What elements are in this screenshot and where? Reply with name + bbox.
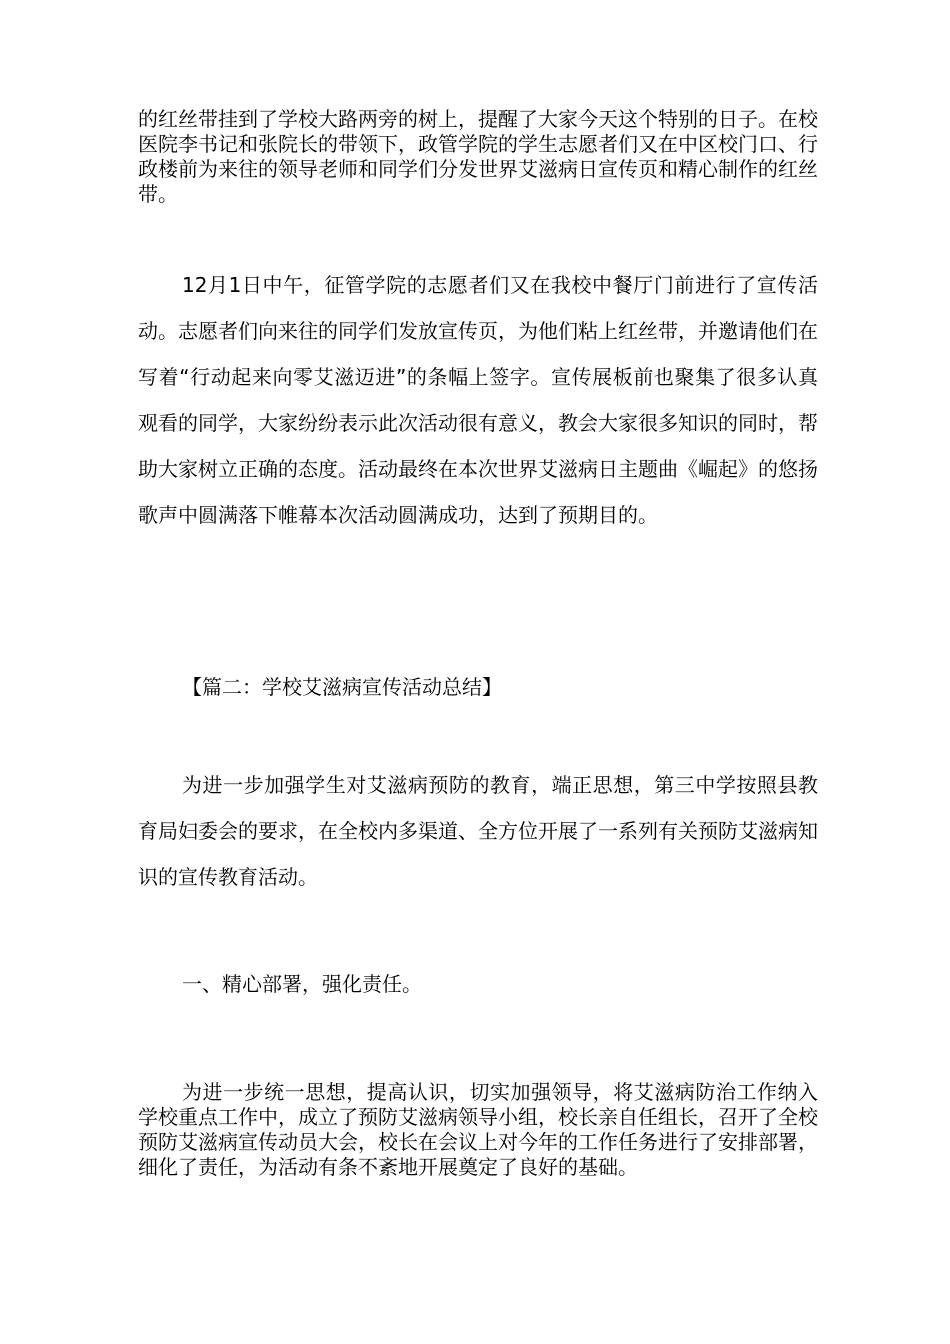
paragraph-school-education-intro: 为进一步加强学生对艾滋病预防的教育，端正思想，第三中学按照县教育局妇委会的要求，在全校内多渠道、全方位开展了一系列有关预防艾滋病知识的宣传教育活动。 [138,773,818,889]
section-heading-deployment: 一、精心部署，强化责任。 [182,972,422,996]
paragraph-red-ribbon-distribution: 的红丝带挂到了学校大路两旁的树上，提醒了大家今天这个特别的日子。在校医院李书记和张院长的带领下，政管学院的学生志愿者们又在中区校门口、行政楼前为来往的领导老师和同学们分发世界艾滋病日宣传页和精心制作的红丝带。 [138,107,818,206]
section-title-part-two: 【篇二：学校艾滋病宣传活动总结】 [182,675,502,699]
paragraph-december-first-activity: 12月1日中午，征管学院的志愿者们又在我校中餐厅门前进行了宣传活动。志愿者们向来往的同学们发放宣传页，为他们粘上红丝带，并邀请他们在写着“行动起来向零艾滋迈进”的条幅上签字。宣传展板前也聚集了很多认真观看的同学，大家纷纷表示此次活动很有意义，教会大家很多知识的同时，帮助大家树立正确的态度。活动最终在本次世界艾滋病日主题曲《崛起》的悠扬歌声中圆满落下帷幕本次活动圆满成功，达到了预期目的。 [138,273,818,527]
paragraph-leadership-group: 为进一步统一思想，提高认识，切实加强领导，将艾滋病防治工作纳入学校重点工作中，成立了预防艾滋病领导小组，校长亲自任组长，召开了全校预防艾滋病宣传动员大会，校长在会议上对今年的工作任务进行了安排部署，细化了责任，为活动有条不紊地开展奠定了良好的基础。 [138,1080,818,1179]
